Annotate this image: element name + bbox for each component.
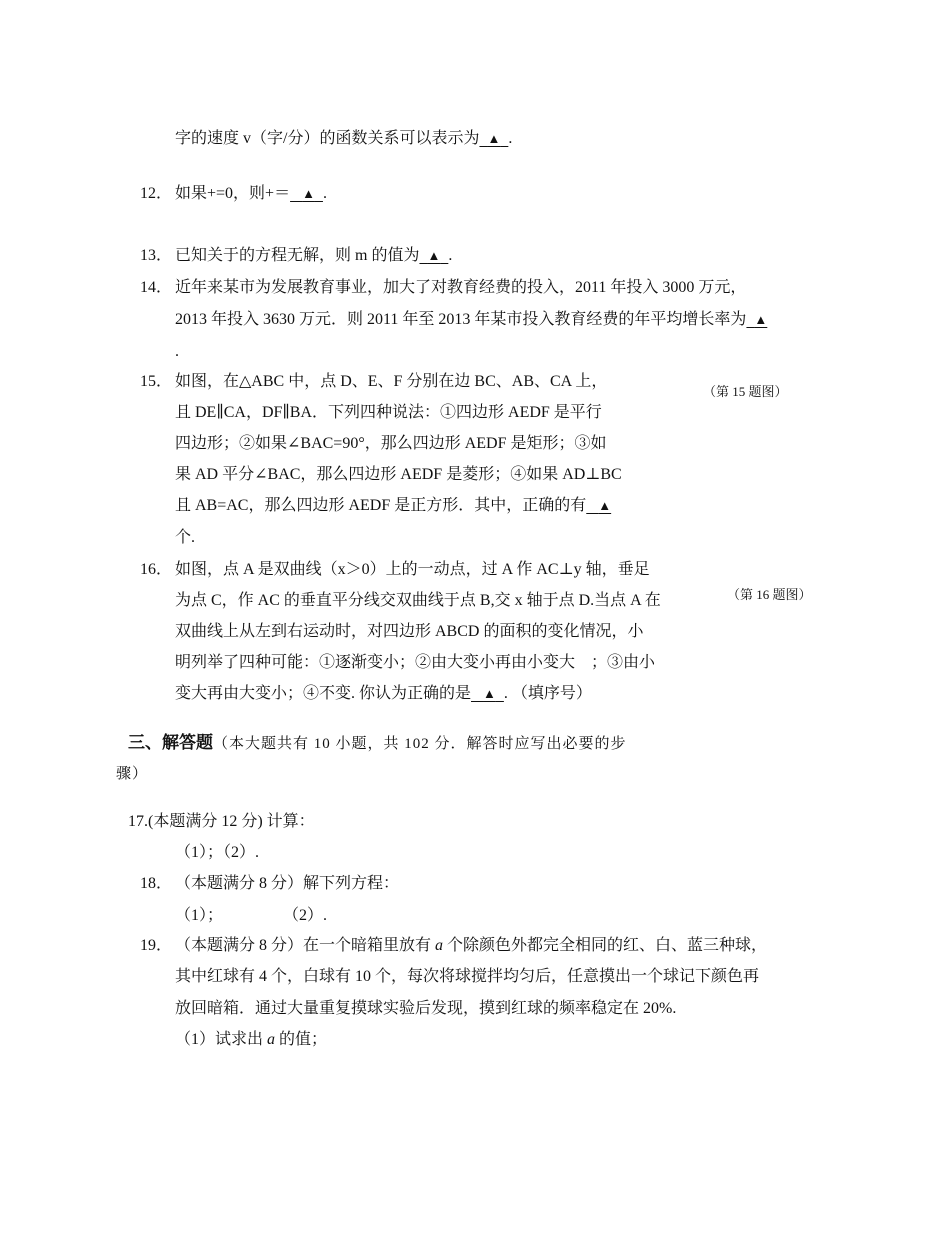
- question-16-line-2: 为点 C，作 AC 的垂直平分线交双曲线于点 B,交 x 轴于点 D.当点 A 在: [175, 592, 661, 609]
- question-17-parts: （1）；（2）.: [175, 844, 260, 861]
- answer-blank: ▲: [487, 131, 501, 146]
- question-18-part-2: （2）.: [283, 907, 328, 924]
- answer-blank: ▲: [302, 186, 315, 201]
- figure-15-caption: （第 15 题图）: [703, 384, 788, 399]
- section-3-header: [128, 732, 627, 755]
- question-16-number: 16．: [140, 561, 173, 578]
- question-16-line-1: 如图，点 A 是双曲线（x＞0）上的一动点，过 A 作 AC⊥y 轴，垂足: [175, 561, 650, 578]
- question-17-header: 17.(本题满分 12 分) 计算：: [128, 813, 315, 830]
- question-14-number: 14．: [140, 279, 173, 296]
- question-12-number: 12．: [140, 185, 173, 202]
- question-19-line-3: 放回暗箱．通过大量重复摸球实验后发现，摸到红球的频率稳定在 20%.: [175, 1000, 677, 1017]
- question-16-line-4: 明列举了四种可能：①逐渐变小；②由大变小再由小变大 ；③由小: [175, 654, 656, 671]
- answer-blank: ▲: [754, 312, 768, 327]
- question-19-number: 19．: [140, 937, 173, 954]
- answer-blank: ▲: [598, 498, 612, 513]
- question-13-text: 已知关于的方程无解，则 m 的值为: [175, 247, 420, 264]
- question-18-part-1: （1）；: [175, 907, 224, 924]
- question-15-line-2: 且 DE∥CA，DF∥BA．下列四种说法：①四边形 AEDF 是平行: [175, 404, 602, 421]
- question-15-line-5: 且 AB=AC，那么四边形 AEDF 是正方形．其中，正确的有 ▲: [175, 497, 612, 514]
- question-15-line-4: 果 AD 平分∠BAC，那么四边形 AEDF 是菱形；④如果 AD⊥BC: [175, 466, 622, 483]
- question-14-line-3: .: [175, 343, 179, 360]
- question-15-number: 15．: [140, 373, 173, 390]
- variable-a: a: [267, 1031, 276, 1048]
- answer-blank: ▲: [427, 248, 441, 263]
- question-18-header: （本题满分 8 分）解下列方程：: [175, 875, 400, 892]
- section-3-instructions-cont: 骤）: [116, 766, 149, 782]
- question-13: 已知关于的方程无解，则 m 的值为 ▲ .: [175, 247, 453, 264]
- question-15-line-3: 四边形；②如果∠BAC=90°，那么四边形 AEDF 是矩形；③如: [175, 435, 607, 452]
- question-18-number: 18．: [140, 875, 173, 892]
- question-15-line-6: 个.: [175, 529, 196, 546]
- question-12: 如果+=0，则+＝ ▲ .: [175, 185, 327, 202]
- question-11-text: 字的速度 v（字/分）的函数关系可以表示为: [175, 130, 480, 147]
- question-16-line-5: 变大再由大变小；④不变. 你认为正确的是 ▲ . （填序号）: [175, 685, 592, 702]
- section-3-title: 三、解答题: [128, 733, 213, 753]
- question-13-number: 13．: [140, 247, 173, 264]
- question-12-text: 如果+=0，则+＝: [175, 185, 291, 202]
- variable-a: a: [435, 937, 444, 954]
- question-11-continuation: 字的速度 v（字/分）的函数关系可以表示为 ▲ .: [175, 130, 513, 147]
- question-16-line-3: 双曲线上从左到右运动时，对四边形 ABCD 的面积的变化情况，小: [175, 623, 644, 640]
- question-19-part-1: （1）试求出 a 的值；: [175, 1031, 328, 1048]
- section-3-instructions: （本大题共有 10 小题，共 102 分．解答时应写出必要的步: [213, 736, 627, 752]
- figure-16-caption: （第 16 题图）: [727, 587, 812, 602]
- question-14-line-1: 近年来某市为发展教育事业，加大了对教育经费的投入，2011 年投入 3000 万元，: [175, 279, 747, 296]
- answer-blank: ▲: [483, 686, 496, 701]
- question-14-line-2: 2013 年投入 3630 万元．则 2011 年至 2013 年某市投入教育经费的年平均增长率为 ▲: [175, 311, 768, 328]
- question-15-line-1: 如图，在△ABC 中，点 D、E、F 分别在边 BC、AB、CA 上，: [175, 373, 608, 390]
- question-19-line-2: 其中红球有 4 个，白球有 10 个，每次将球搅拌均匀后，任意摸出一个球记下颜色再: [175, 968, 760, 985]
- question-19-line-1: （本题满分 8 分）在一个暗箱里放有 a 个除颜色外都完全相同的红、白、蓝三种球，: [175, 937, 768, 954]
